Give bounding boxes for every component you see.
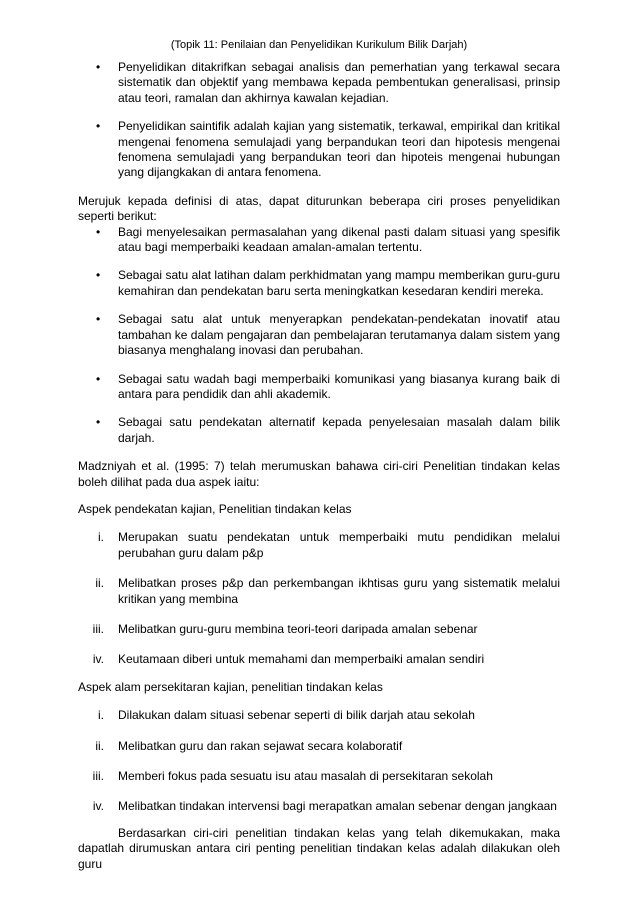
- item-number: i.: [98, 530, 104, 545]
- definition-item: • Penyelidikan ditakrifkan sebagai analisis dan pemerhatian yang terkawal secara sistematik dan objektif yang membawa kepada pembentukan generalisasi, prinsip atau teori, ramalan dan akhirnya kawalan kejadian.: [78, 60, 560, 106]
- ciri-item: • Sebagai satu pendekatan alternatif kepada penyelesaian masalah dalam bilik darjah.: [78, 415, 560, 446]
- aspek-persekitaran-item: [78, 708, 560, 723]
- aspek-persekitaran-heading: Aspek alam persekitaran kajian, penelitian tindakan kelas: [78, 679, 383, 694]
- madzniyah-paragraph: Madzniyah et al. (1995: 7) telah merumuskan bahawa ciri-ciri Penelitian tindakan kelas boleh dilihat pada dua aspek iaitu:: [78, 459, 560, 489]
- item-number: iv.: [92, 799, 104, 814]
- conclusion-paragraph: Berdasarkan ciri-ciri penelitian tindakan kelas yang telah dikemukakan, maka dapatlah dirumuskan antara ciri penting penelitian tindakan kelas adalah dilakukan oleh guru: [78, 825, 560, 871]
- aspek-pendekatan-item: [78, 530, 560, 561]
- ciri-item: • Sebagai satu alat latihan dalam perkhidmatan yang mampu memberikan guru-guru kemahiran dan pendekatan baru serta meningkatkan kesedaran kendiri mereka.: [78, 268, 560, 299]
- page-header: (Topik 11: Penilaian dan Penyelidikan Kurikulum Bilik Darjah): [170, 39, 468, 51]
- item-text: Keutamaan diberi untuk memahami dan memperbaiki amalan sendiri: [118, 652, 485, 667]
- aspek-persekitaran-item: [78, 739, 560, 754]
- item-text: Dilakukan dalam situasi sebenar seperti di bilik darjah atau sekolah: [118, 708, 475, 723]
- aspek-pendekatan-item: [78, 652, 560, 667]
- definition-item: • Penyelidikan saintifik adalah kajian yang sistematik, terkawal, empirikal dan kritikal mengenai fenomena semulajadi yang berpandukan teori dan hipotesis mengenai fenomena semulajadi yang berpandukan teori dan hipoteis mengenai hubungan yang dijangkakan di antara fenomena.: [78, 119, 560, 181]
- ciri-item: • Bagi menyelesaikan permasalahan yang dikenal pasti dalam situasi yang spesifik atau bagi memperbaiki keadaan amalan-amalan tertentu.: [78, 225, 560, 256]
- item-text: Melibatkan tindakan intervensi bagi merapatkan amalan sebenar dengan jangkaan: [118, 799, 557, 814]
- definition-list: [78, 60, 560, 181]
- item-text: Melibatkan guru dan rakan sejawat secara kolaboratif: [118, 738, 403, 753]
- intro-paragraph: Merujuk kepada definisi di atas, dapat diturunkan beberapa ciri proses penyelidikan seperti berikut:: [78, 193, 560, 224]
- aspek-persekitaran-item: [78, 769, 560, 784]
- item-number: iii.: [92, 621, 104, 636]
- item-number: ii.: [95, 738, 104, 753]
- aspek-pendekatan-heading: Aspek pendekatan kajian, Penelitian tindakan kelas: [78, 501, 352, 516]
- aspek-pendekatan-item: [78, 622, 560, 637]
- item-number: iv.: [92, 652, 104, 667]
- aspek-persekitaran-list: [78, 708, 560, 815]
- ciri-list: [78, 225, 560, 446]
- aspek-persekitaran-item: [78, 799, 560, 814]
- item-number: ii.: [95, 576, 104, 591]
- ciri-item: • Sebagai satu wadah bagi memperbaiki komunikasi yang biasanya kurang baik di antara para pendidik dan ahli akademik.: [78, 372, 560, 403]
- item-text: Melibatkan guru-guru membina teori-teori daripada amalan sebenar: [118, 621, 478, 636]
- page-content: [78, 60, 560, 872]
- item-text: Memberi fokus pada sesuatu isu atau masalah di persekitaran sekolah: [118, 769, 493, 783]
- ciri-item: • Sebagai satu alat untuk menyerapkan pendekatan-pendekatan inovatif atau tambahan ke dalam pengajaran dan pembelajaran terutamanya dalam sistem yang biasanya menghalang inovasi dan perubahan.: [78, 312, 560, 358]
- aspek-pendekatan-list: [78, 530, 560, 667]
- item-text: Merupakan suatu pendekatan untuk memperbaiki mutu pendidikan melalui perubahan guru dalam p&p: [118, 530, 560, 560]
- item-number: iii.: [92, 769, 104, 783]
- item-text: Melibatkan proses p&p dan perkembangan ikhtisas guru yang sistematik melalui kritikan yang membina: [118, 576, 560, 606]
- item-number: i.: [98, 708, 104, 723]
- aspek-pendekatan-item: [78, 576, 560, 607]
